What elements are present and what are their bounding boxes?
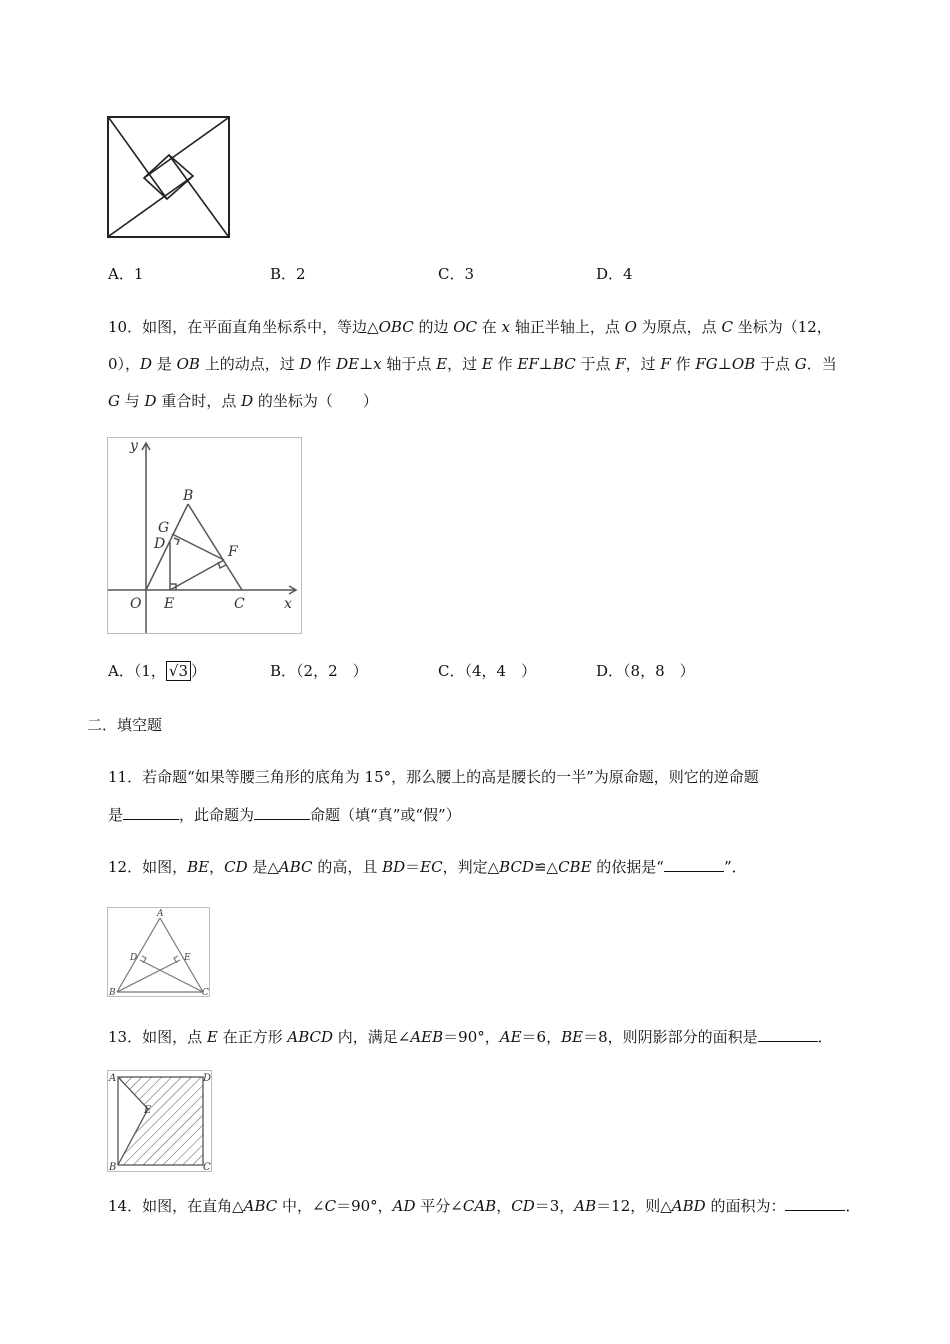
q10-l2-t6: 作 (311, 355, 337, 373)
q10-figure (107, 437, 302, 634)
q12-label-b: B (109, 988, 116, 996)
q10-l1-t3: OC (453, 318, 478, 336)
q10-l2-t7: DE (336, 355, 360, 373)
q10-l2-t3: OB (176, 355, 200, 373)
q13-label-c: C (203, 1162, 211, 1171)
q10-l2-t0: 0）， (108, 355, 141, 373)
q12-t12: ≌△ (533, 858, 559, 876)
q14-t13: ABD (671, 1197, 706, 1215)
q13-label-b: B (109, 1162, 117, 1171)
q10-l2-t18: 于点 (575, 355, 616, 373)
q10-option-a-radical: √3 (166, 661, 191, 681)
q13-t5: AEB (410, 1028, 444, 1046)
q13-t6: ＝90°， (443, 1028, 500, 1046)
q10-l2-t17: BC (552, 355, 576, 373)
q10-l1-t2: 的边 (413, 318, 454, 336)
q13-t0: 13．如图，点 (108, 1028, 207, 1046)
q10-l2-t5: D (299, 355, 312, 373)
q13-label-a: A (109, 1073, 117, 1084)
q10-option-b: B．（2，2 ） (270, 662, 368, 680)
q14-t2: 中，∠ (277, 1197, 325, 1215)
q10-label-g: G (158, 520, 170, 536)
q14-t0: 14．如图，在直角△ (108, 1197, 244, 1215)
q10-l3-t3: 重合时，点 (156, 392, 242, 410)
q10-option-a-suffix: ） (191, 662, 207, 680)
q10-option-c: C．（4，4 ） (438, 662, 537, 680)
q10-l2-t21: F (660, 355, 671, 373)
q10-l3-t0: G (108, 392, 120, 410)
q12-t1: BE (187, 858, 210, 876)
q10-label-f: F (228, 544, 238, 560)
q13-square-diagram (108, 1071, 211, 1171)
q14-t10: ＝3， (534, 1197, 575, 1215)
q10-l2-t16: ⊥ (538, 355, 553, 373)
q12-label-e: E (184, 953, 191, 963)
q14-t14: 的面积为： (705, 1197, 786, 1215)
q10-l2-t1: D (140, 355, 153, 373)
q9-option-c: C．3 (438, 265, 475, 283)
q10-l2-t22: 作 (670, 355, 696, 373)
section-title: 二．填空题 (87, 716, 163, 734)
q9-option-a: A．1 (108, 265, 144, 283)
q13-label-d: D (203, 1073, 211, 1084)
q10-l1-t9: C (721, 318, 733, 336)
q10-l2-t14: 作 (492, 355, 518, 373)
q11-l2-c: 命题（填“真”或“假”） (310, 806, 461, 824)
q14-t5: AD (392, 1197, 416, 1215)
q14-text (108, 1196, 860, 1216)
q12-label-a: A (157, 909, 164, 919)
q14-tail: ． (845, 1197, 861, 1215)
q10-l2-t28: ．当 (806, 355, 837, 373)
q11-line-1: 11．若命题“如果等腰三角形的底角为 15°，那么腰上的高是腰长的一半”为原命题，则它的逆命题 (108, 768, 759, 786)
q10-label-b: B (183, 488, 194, 504)
q11-blank-2[interactable] (254, 805, 310, 820)
q10-l2-t2: 是 (152, 355, 177, 373)
q13-t7: AE (499, 1028, 522, 1046)
q9-option-b: B．2 (270, 265, 306, 283)
q12-t13: CBE (558, 858, 592, 876)
q14-t6: 平分∠ (415, 1197, 463, 1215)
q10-l2-t4: 上的动点，过 (199, 355, 300, 373)
q14-t1: ABC (243, 1197, 278, 1215)
q11-line-2 (108, 805, 461, 825)
q12-t5: ABC (278, 858, 313, 876)
q14-t11: AB (574, 1197, 597, 1215)
q10-line-1 (108, 317, 832, 337)
q11-l2-a: 是 (108, 806, 124, 824)
q10-l2-t24: ⊥ (717, 355, 732, 373)
q10-l2-t20: ，过 (625, 355, 661, 373)
q14-t7: CAB (462, 1197, 497, 1215)
q10-l1-t5: x (501, 318, 511, 336)
q10-l2-t8: ⊥ (359, 355, 374, 373)
q12-text (108, 857, 747, 877)
q10-l3-t5: 的坐标为（ ） (253, 392, 378, 410)
q13-tail: ． (817, 1028, 833, 1046)
q12-t14: 的依据是“ (591, 858, 664, 876)
q10-option-d: D．（8，8 ） (596, 662, 695, 680)
q11-l2-b: ，此命题为 (179, 806, 255, 824)
q12-t7: BD (382, 858, 406, 876)
q14-t9: CD (511, 1197, 535, 1215)
q10-line-2 (108, 354, 837, 374)
q10-l2-t9: x (373, 355, 382, 373)
q10-option-a (108, 661, 206, 681)
q10-line-3 (108, 391, 378, 411)
q12-t11: BCD (499, 858, 534, 876)
q10-coordinate-diagram (108, 438, 301, 633)
q13-blank[interactable] (758, 1027, 818, 1042)
q10-l2-t13: E (481, 355, 493, 373)
q13-t2: 在正方形 (217, 1028, 288, 1046)
q13-figure (107, 1070, 212, 1172)
q12-t3: CD (224, 858, 248, 876)
q12-blank[interactable] (664, 857, 724, 872)
q10-l2-t15: EF (517, 355, 539, 373)
q10-l2-t23: FG (695, 355, 718, 373)
q9-figure (107, 116, 230, 238)
q12-triangle-diagram (108, 908, 209, 996)
q13-t1: E (206, 1028, 218, 1046)
q10-l2-t12: ，过 (447, 355, 482, 373)
q10-option-a-prefix: A．（1， (108, 662, 166, 680)
q14-t8: ， (496, 1197, 512, 1215)
q10-l3-t2: D (144, 392, 157, 410)
q10-l1-t0: 10．如图，在平面直角坐标系中，等边△ (108, 318, 379, 336)
q10-l2-t19: F (615, 355, 626, 373)
q14-blank[interactable] (785, 1196, 845, 1211)
q13-text (108, 1027, 833, 1047)
q12-t9: EC (420, 858, 443, 876)
q14-t12: ＝12，则△ (596, 1197, 672, 1215)
q10-label-e: E (164, 596, 175, 612)
q13-t9: BE (561, 1028, 584, 1046)
q12-figure (107, 907, 210, 997)
q10-l3-t1: 与 (119, 392, 145, 410)
q12-tail: ”． (723, 858, 747, 876)
q12-t10: ，判定△ (442, 858, 500, 876)
q10-l2-t10: 轴于点 (381, 355, 437, 373)
q12-label-c: C (202, 988, 209, 996)
q10-l1-t7: O (624, 318, 637, 336)
q10-l1-t6: 轴正半轴上，点 (510, 318, 625, 336)
q10-label-d: D (154, 536, 166, 552)
q12-label-d: D (130, 953, 138, 963)
q10-label-o: O (130, 596, 142, 612)
q12-t6: 的高，且 (312, 858, 383, 876)
q14-t3: C (324, 1197, 337, 1215)
q10-l2-t25: OB (731, 355, 756, 373)
q10-l2-t27: G (794, 355, 807, 373)
q13-t10: ＝8，则阴影部分的面积是 (583, 1028, 758, 1046)
q9-option-d: D．4 (596, 265, 633, 283)
q10-l2-t11: E (436, 355, 448, 373)
q13-t4: 内，满足∠ (333, 1028, 411, 1046)
q11-blank-1[interactable] (123, 805, 179, 820)
q10-label-x: x (284, 596, 292, 612)
q12-t0: 12．如图， (108, 858, 188, 876)
q12-t2: ， (209, 858, 225, 876)
q10-label-y: y (130, 438, 138, 454)
q13-t8: ＝6， (521, 1028, 562, 1046)
q10-l3-t4: D (241, 392, 254, 410)
q9-pinwheel-diagram (109, 118, 228, 236)
q10-l1-t8: 为原点，点 (636, 318, 722, 336)
q13-t3: ABCD (287, 1028, 333, 1046)
q12-t4: 是△ (247, 858, 279, 876)
q10-label-c: C (234, 596, 245, 612)
q10-l1-t10: 坐标为（12， (732, 318, 832, 336)
q10-l1-t4: 在 (477, 318, 502, 336)
q12-t8: ＝ (405, 858, 421, 876)
q10-l2-t26: 于点 (755, 355, 795, 373)
q14-t4: ＝90°， (336, 1197, 393, 1215)
q10-l1-t1: OBC (378, 318, 414, 336)
q13-label-e: E (144, 1105, 152, 1116)
